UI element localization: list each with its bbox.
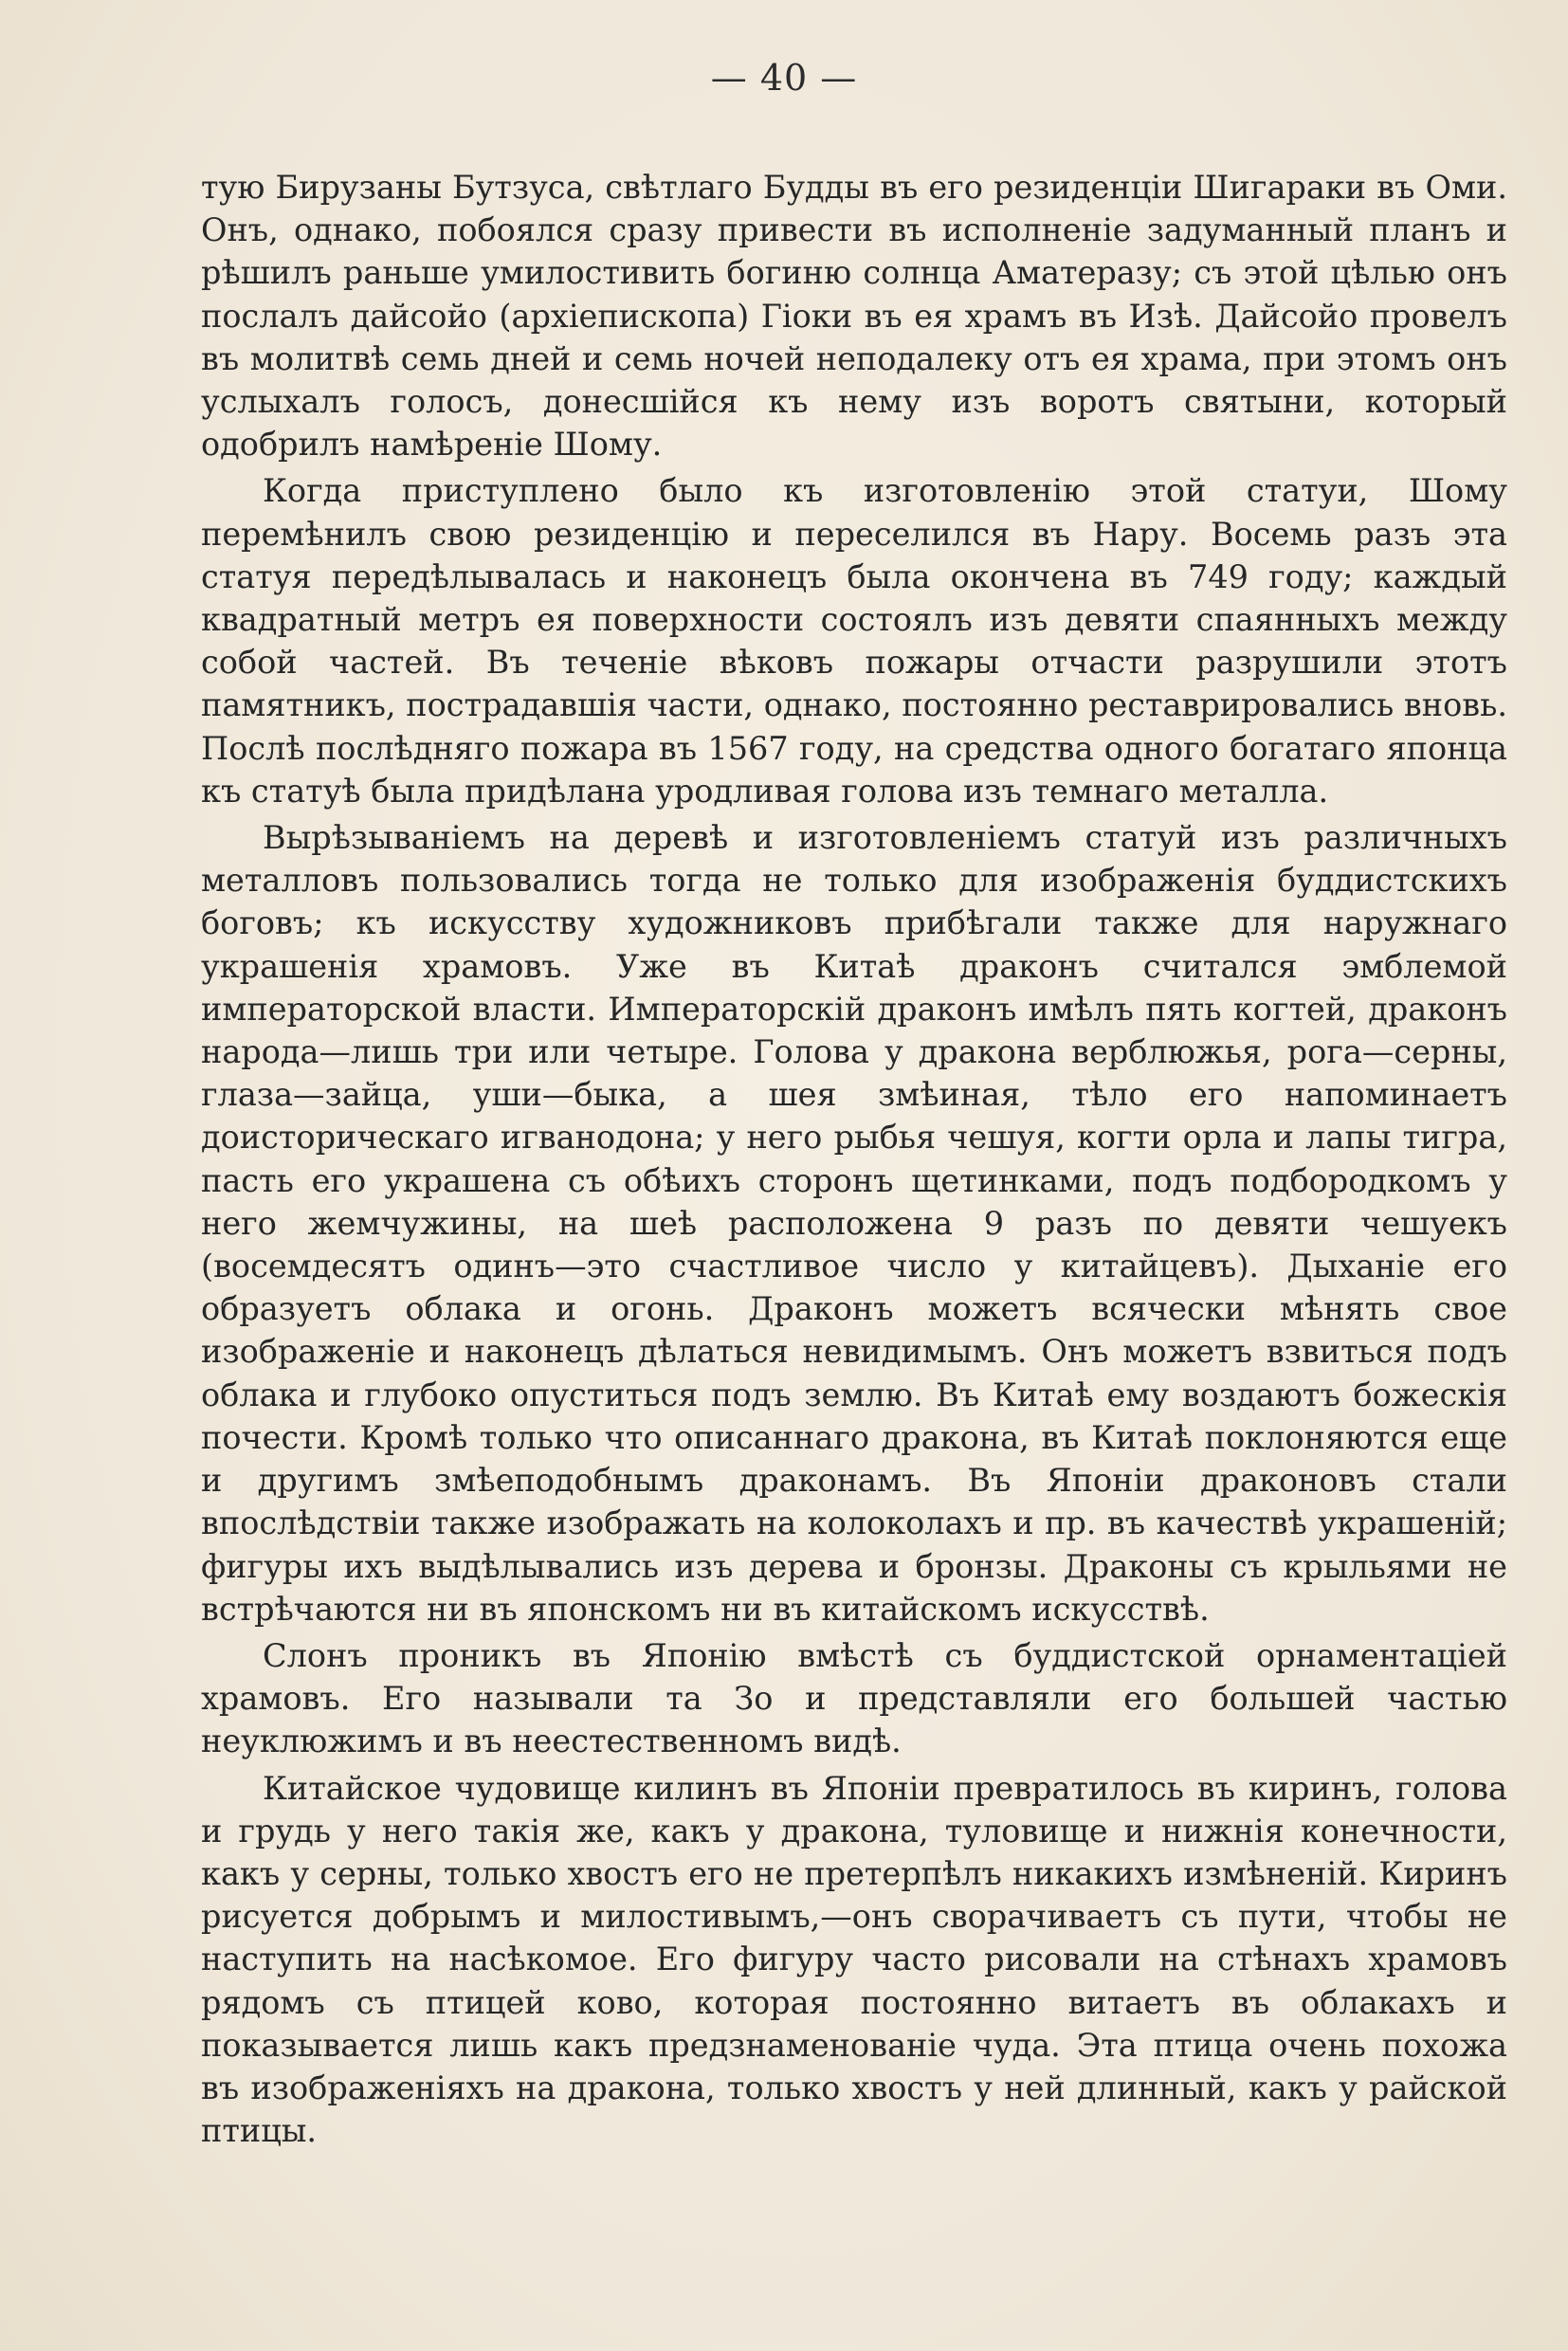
page-number: — 40 — — [710, 57, 858, 99]
paragraph-elephant: Слонъ проникъ въ Японію вмѣстѣ съ буддистской орнаментаціей храмовъ. Его называли та Зо и представляли его большей частью неуклюжимъ и въ неестественномъ видѣ. — [201, 1636, 1507, 1760]
paragraph-kirin: Китайское чудовище килинъ въ Японіи превратилось въ киринъ, голова и грудь у него такія же, какъ у дракона, туловище и нижнія конечности, какъ у серны, только хвостъ его не претерпѣлъ никакихъ измѣненій. Киринъ рисуется добрымъ и милостивымъ,—онъ сворачиваетъ съ пути, чтобы не наступить на насѣкомое. Его фигуру часто рисовали на стѣнахъ храмовъ рядомъ съ птицей ково, которая постоянно витаетъ въ облакахъ и показывается лишь какъ предзнаменованіе чуда. Эта птица очень похожа въ изображеніяхъ на дракона, только хвостъ у ней длинный, какъ у райской птицы. — [201, 1769, 1507, 2150]
paragraph-statue: Когда приступлено было къ изготовленію этой статуи, Шому перемѣнилъ свою резиденцію и переселился въ Нару. Восемь разъ эта статуя передѣлывалась и наконецъ была окончена въ 749 году; каждый квадратный метръ ея поверхности состоялъ изъ девяти спаянныхъ между собой частей. Въ теченіе вѣковъ пожары отчасти разрушили этотъ памятникъ, пострадавшія части, однако, постоянно реставрировались вновь. Послѣ послѣдняго пожара въ 1567 году, на средства одного богатаго японца къ статуѣ была придѣлана уродливая голова изъ темнаго металла. — [201, 472, 1507, 810]
paragraph-continuation: тую Бирузаны Бутзуса, свѣтлаго Будды въ его резиденціи Шигараки въ Оми. Онъ, однако, побоялся сразу привести въ исполненіе задуманный планъ и рѣшилъ раньше умилостивить богиню солнца Аматеразу; съ этой цѣлью онъ послалъ дайсойо (архіепископа) Гіоки въ ея храмъ въ Изѣ. Дайсойо провелъ въ молитвѣ семь дней и семь ночей неподалеку отъ ея храма, при этомъ онъ услыхалъ голосъ, донесшійся къ нему изъ воротъ святыни, который одобрилъ намѣреніе Шому. — [201, 169, 1507, 464]
paragraph-dragon: Вырѣзываніемъ на деревѣ и изготовленіемъ статуй изъ различныхъ металловъ пользовались тогда не только для изображенія буддистскихъ боговъ; къ искусству художниковъ прибѣгали также для наружнаго украшенія храмовъ. Уже въ Китаѣ драконъ считался эмблемой императорской власти. Императорскій драконъ имѣлъ пять когтей, драконъ народа—лишь три или четыре. Голова у дракона верблюжья, рога—серны, глаза—зайца, уши—быка, а шея змѣиная, тѣло его напоминаетъ доисторическаго игванодона; у него рыбья чешуя, когти орла и лапы тигра, пасть его украшена съ обѣихъ сторонъ щетинками, подъ подбородкомъ у него жемчужины, на шеѣ расположена 9 разъ по девяти чешуекъ (восемдесятъ одинъ—это счастливое число у китайцевъ). Дыханіе его образуетъ облака и огонь. Драконъ можетъ всячески мѣнять свое изображеніе и наконецъ дѣлаться невидимымъ. Онъ можетъ взвиться подъ облака и глубоко опуститься подъ землю. Въ Китаѣ ему воздаютъ божескія почести. Кромѣ только что описаннаго дракона, въ Китаѣ поклоняются еще и другимъ змѣеподобнымъ драконамъ. Въ Японіи драконовъ стали впослѣдствіи также изображать на колоколахъ и пр. въ качествѣ украшеній; фигуры ихъ выдѣлывались изъ дерева и бронзы. Драконы съ крыльями не встрѣчаются ни въ японскомъ ни въ китайскомъ искусствѣ. — [201, 819, 1507, 1628]
page-text — [201, 166, 1507, 2156]
